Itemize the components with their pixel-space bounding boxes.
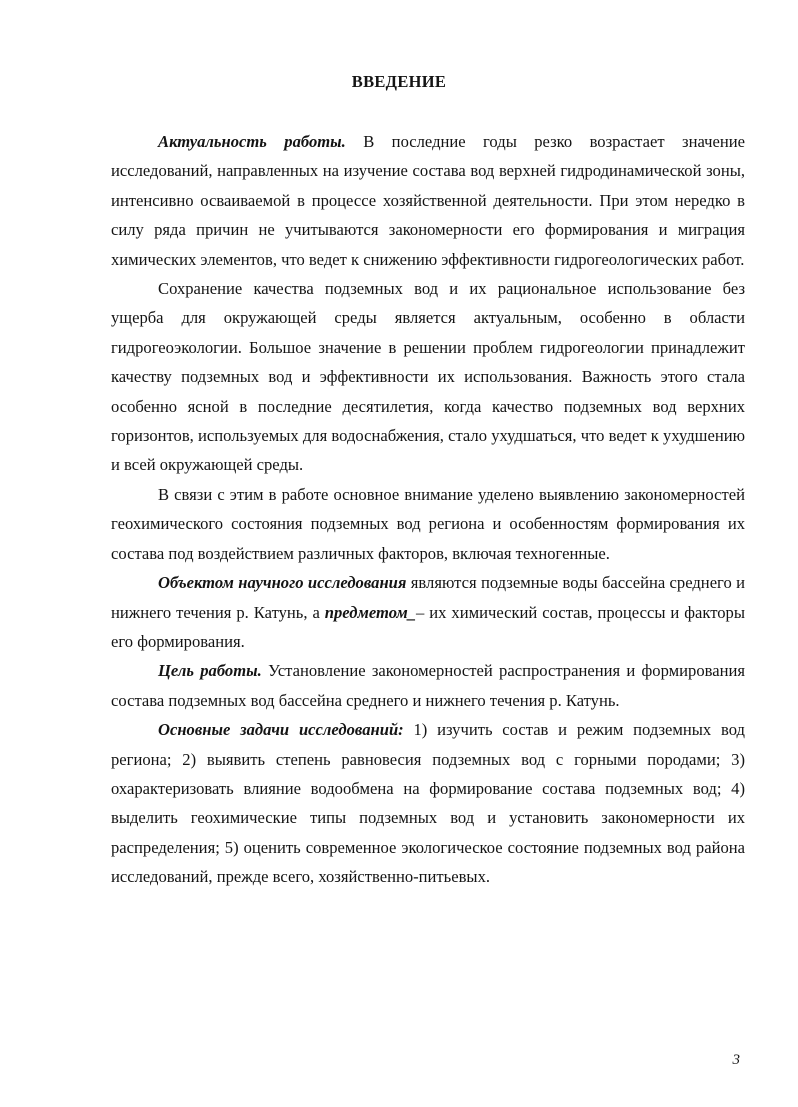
document-body [111, 127, 745, 892]
paragraph-focus [111, 480, 745, 568]
goal-text: Установление закономерностей распространения и формирования состава подземных вод бассейна среднего и нижнего течения р. Катунь. [111, 661, 745, 710]
paragraph-goal [111, 656, 745, 715]
relevance-text: В последние годы резко возрастает значение исследований, направленных на изучение состава вод верхней гидродинамической зоны, интенсивно осваиваемой в процессе хозяйственной деятельности. При этом нередко в силу ряда причин не учитываются закономерности его формирования и миграция химических элементов, что ведет к снижению эффективности гидрогеологических работ. [111, 132, 745, 269]
tasks-heading: Основные задачи исследований: [158, 720, 404, 740]
relevance-heading: Актуальность работы. [158, 132, 346, 151]
paragraph-relevance [111, 127, 745, 274]
goal-heading: Цель работы. [158, 661, 262, 681]
subject-text: – их химический состав, процессы и факторы его формирования. [111, 602, 745, 651]
page-title: ВВЕДЕНИЕ [351, 72, 447, 91]
water-quality-text: Сохранение качества подземных вод и их рациональное использование без ущерба для окружающей среды является актуальным, особенно в области гидрогеоэкологии. Большое значение в решении проблем гидрогеологии принадлежит качеству подземных вод и эффективности их использования. Важность этого стала особенно ясной в последние десятилетия, когда качество подземных вод верхних горизонтов, используемых для водоснабжения, стало ухудшаться, что ведет к ухудшению и всей окружающей среды. [111, 279, 745, 475]
object-heading: Объектом научного исследования [158, 573, 407, 593]
paragraph-water-quality [111, 274, 745, 480]
paragraph-object [111, 568, 745, 656]
page-number: 3 [732, 1052, 740, 1068]
object-text: являются подземные воды бассейна среднего и нижнего течения р. Катунь, а [111, 573, 745, 622]
subject-heading: предметом_ [324, 602, 417, 622]
paragraph-tasks [111, 715, 745, 891]
focus-text: В связи с этим в работе основное внимание уделено выявлению закономерностей геохимического состояния подземных вод региона и особенностям формирования их состава под воздействием различных факторов, включая техногенные. [111, 484, 745, 563]
tasks-text: 1) изучить состав и режим подземных вод региона; 2) выявить степень равновесия подземных вод с горными породами; 3) охарактеризовать влияние водообмена на формирование состава подземных вод; 4) выделить геохимические типы подземных вод и установить закономерности их распределения; 5) оценить современное экологическое состояние подземных вод района исследований, прежде всего, хозяйственно-питьевых. [111, 720, 745, 887]
